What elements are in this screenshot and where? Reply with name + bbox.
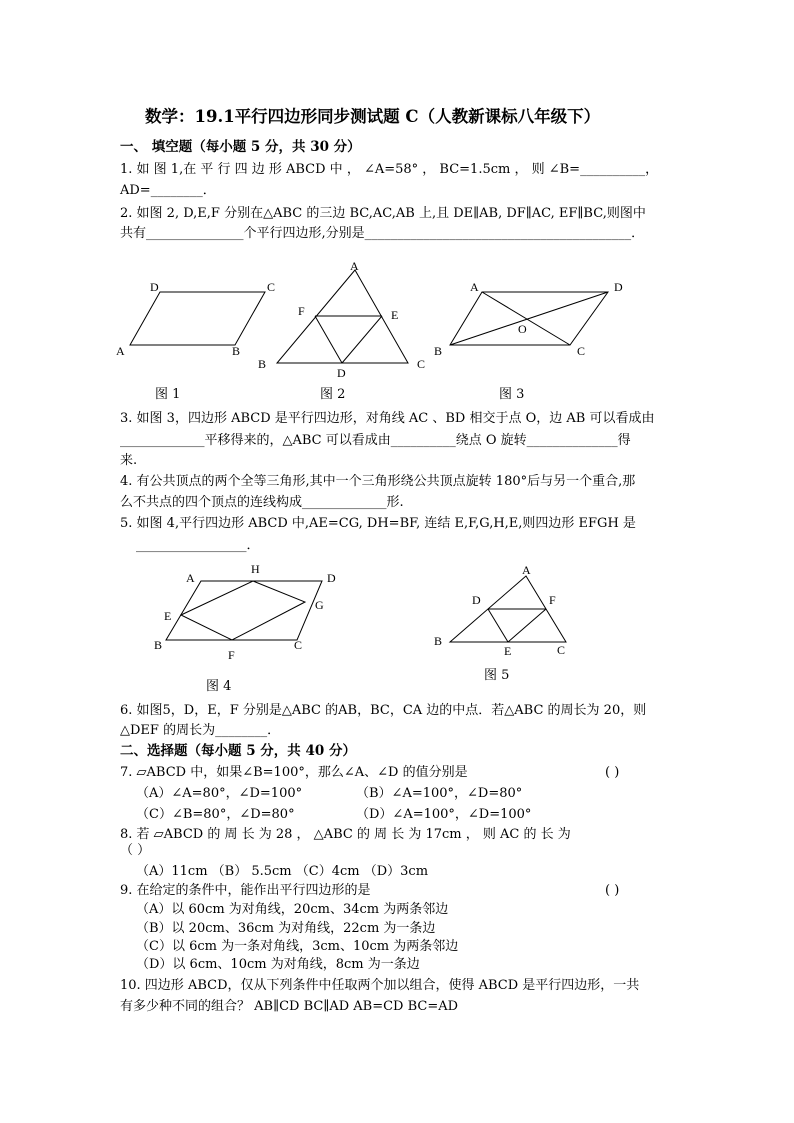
fig4-label-h: H <box>251 562 260 576</box>
question-7-answer-paren: ( ) <box>605 765 620 780</box>
fig4-label-g: G <box>315 598 324 612</box>
question-9-option-c[interactable]: （C）以 6cm 为一条对角线，3cm、10cm 为两条邻边 <box>136 939 459 954</box>
figure-4-caption: 图 4 <box>206 679 232 694</box>
question-7-option-a[interactable]: （A）∠A=80°，∠D=100° <box>136 786 303 801</box>
section-header-fill-in: 一、 填空题（每小题 5 分，共 30 分） <box>120 139 361 155</box>
question-7-option-b[interactable]: （B）∠A=100°，∠D=80° <box>356 786 523 801</box>
fig3-label-a: A <box>470 280 479 294</box>
fig5-label-f: F <box>549 593 556 607</box>
fig1-label-a: A <box>116 344 125 358</box>
question-10-line-2: 有多少种不同的组合？ AB∥CD BC∥AD AB=CD BC=AD <box>120 999 459 1014</box>
question-3-line-1: 3. 如图 3，四边形 ABCD 是平行四边形，对角线 AC 、BD 相交于点 O，边 AB 可以看成由 <box>120 411 655 426</box>
question-2-line-1: 2. 如图 2, D,E,F 分别在△ABC 的三边 BC,AC,AB 上,且 DE∥AB, DF∥AC, EF∥BC,则图中 <box>120 206 646 221</box>
question-3-line-3: 来. <box>120 453 138 468</box>
question-8-line-2: （ ） <box>120 843 151 858</box>
fig5-label-b: B <box>434 634 443 648</box>
figure-3-parallelogram-diagonals <box>430 275 630 360</box>
question-9-answer-paren: ( ) <box>605 883 620 898</box>
fig3-label-b: B <box>434 344 443 358</box>
fig4-label-d: D <box>327 571 336 585</box>
question-3-line-2: _____________平移得来的，△ABC 可以看成由__________绕点 O 旋转______________得 <box>120 433 631 448</box>
question-1-line-1: 1. 如 图 1,在 平 行 四 边 形 ABCD 中 ， ∠A=58° ， BC=1.5cm ， 则 ∠B=__________， <box>120 162 659 177</box>
question-9-option-d[interactable]: （D）以 6cm、10cm 为对角线，8cm 为一条边 <box>136 957 420 972</box>
fig4-label-b: B <box>154 638 163 652</box>
fig2-label-b: B <box>258 357 267 371</box>
question-7-option-d[interactable]: （D）∠A=100°，∠D=100° <box>356 807 532 822</box>
fig3-label-d: D <box>614 280 623 294</box>
fig2-label-c: C <box>417 357 426 371</box>
fig5-label-d: D <box>472 593 481 607</box>
question-8-options[interactable]: （A）11cm （B） 5.5cm （C）4cm （D）3cm <box>136 864 429 879</box>
question-10-line-1: 10. 四边形 ABCD，仅从下列条件中任取两个加以组合，使得 ABCD 是平行四边形，一共 <box>120 978 640 993</box>
question-5-line-2: _________________． <box>136 538 260 553</box>
fig3-label-c: C <box>577 344 586 358</box>
fig3-label-o: O <box>518 322 527 336</box>
section-header-multiple-choice: 二、选择题（每小题 5 分，共 40 分） <box>120 743 356 759</box>
figure-5-midpoint-triangle <box>428 560 588 660</box>
question-5-line-1: 5. 如图 4,平行四边形 ABCD 中,AE=CG, DH=BF, 连结 E,F,G,H,E,则四边形 EFGH 是 <box>120 516 636 531</box>
fig4-label-a: A <box>186 571 195 585</box>
question-9-option-a[interactable]: （A）以 60cm 为对角线，20cm、34cm 为两条邻边 <box>136 902 449 917</box>
question-7-option-c[interactable]: （C）∠B=80°，∠D=80° <box>136 807 295 822</box>
fig2-label-d: D <box>337 366 346 380</box>
fig4-label-e: E <box>164 609 172 623</box>
fig2-label-a: A <box>350 259 359 273</box>
fig1-label-d: D <box>150 280 159 294</box>
question-8-line-1: 8. 若 ▱ABCD 的 周 长 为 28 ， △ABC 的 周 长 为 17cm ， 则 AC 的 长 为 <box>120 827 571 842</box>
figure-1-caption: 图 1 <box>155 387 181 402</box>
fig4-label-f: F <box>228 648 235 662</box>
question-7-stem: 7. ▱ABCD 中，如果∠B=100°，那么∠A、∠D 的值分别是 <box>120 765 468 780</box>
question-6-line-1: 6. 如图5，D，E，F 分别是△ABC 的AB，BC，CA 边的中点．若△ABC 的周长为 20，则 <box>120 703 647 718</box>
fig5-label-c: C <box>557 643 566 657</box>
fig1-label-c: C <box>267 280 276 294</box>
question-4-line-2: 么不共点的四个顶点的连线构成_____________形. <box>120 495 404 510</box>
question-4-line-1: 4. 有公共顶点的两个全等三角形,其中一个三角形绕公共顶点旋转 180°后与另一个重合,那 <box>120 474 636 489</box>
question-9-option-b[interactable]: （B）以 20cm、36cm 为对角线，22cm 为一条边 <box>136 921 436 936</box>
figure-5-caption: 图 5 <box>484 668 510 683</box>
question-9-stem: 9. 在给定的条件中，能作出平行四边形的是 <box>120 883 371 898</box>
fig4-label-c: C <box>294 638 303 652</box>
fig2-label-f: F <box>298 304 305 318</box>
question-2-line-2: 共有_______________个平行四边形,分别是_________________________________________． <box>120 226 645 241</box>
page-title: 数学：19.1平行四边形同步测试题 C（人教新课标八年级下） <box>145 107 601 126</box>
question-1-line-2: AD=________． <box>120 183 216 198</box>
question-6-line-2: △DEF 的周长为________． <box>120 723 281 738</box>
fig5-label-e: E <box>504 644 512 658</box>
fig5-label-a: A <box>522 563 531 577</box>
figure-2-triangle <box>250 258 443 383</box>
fig2-label-e: E <box>391 308 399 322</box>
figure-3-caption: 图 3 <box>499 387 525 402</box>
figure-2-caption: 图 2 <box>320 387 346 402</box>
fig1-label-b: B <box>232 344 241 358</box>
figure-4-parallelogram-efgh <box>150 560 350 662</box>
